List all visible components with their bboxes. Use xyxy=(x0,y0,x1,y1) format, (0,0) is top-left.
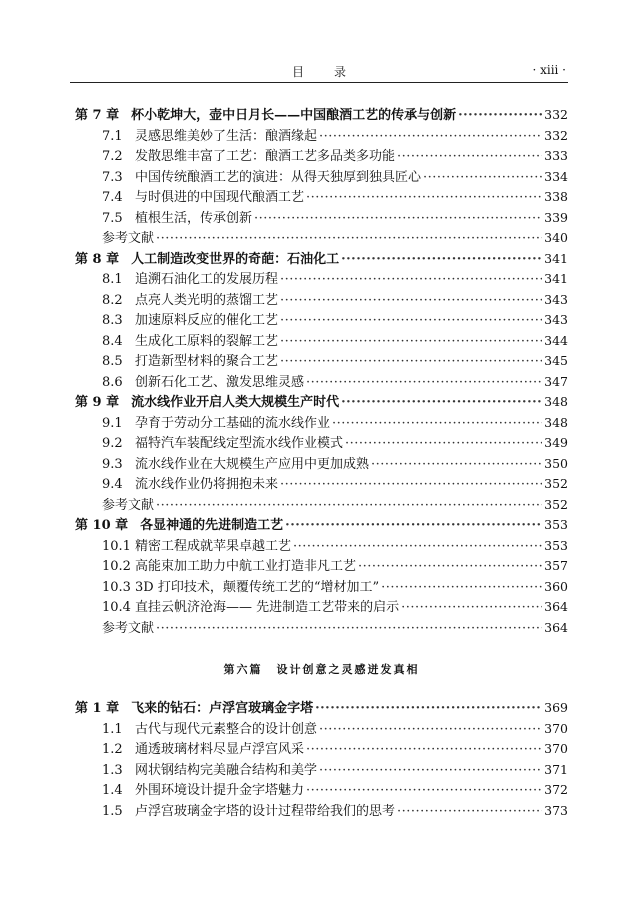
toc-chapter-entry[interactable] xyxy=(75,392,568,413)
toc-entry-label xyxy=(102,352,278,373)
toc-entry-title: 加速原料反应的催化工艺 xyxy=(135,313,279,328)
toc-entry-page: 353 xyxy=(544,537,568,553)
toc-entry-label xyxy=(102,740,304,761)
toc-entry-page: 353 xyxy=(544,517,568,532)
toc-entry-page: 343 xyxy=(544,291,568,307)
toc-entry-page: 349 xyxy=(544,435,568,450)
toc-entry-number: 1.4 xyxy=(102,783,123,798)
toc-entry-number: 7.3 xyxy=(102,169,123,185)
part-heading xyxy=(75,660,568,680)
toc-entry-number: 1.5 xyxy=(102,803,123,819)
toc-chapter-entry[interactable] xyxy=(75,105,568,126)
toc-entry-title: 直挂云帆济沧海—— 先进制造工艺带来的启示 xyxy=(135,600,400,615)
toc-entry-number: 10.1 xyxy=(102,538,131,554)
part-number: 第六篇 xyxy=(223,663,263,676)
toc-section-entry[interactable] xyxy=(75,536,568,557)
toc-entry-number: 7.4 xyxy=(102,190,123,205)
toc-entry-title: 点亮人类光明的蒸馏工艺 xyxy=(135,292,279,308)
toc-entry-page: 372 xyxy=(544,782,568,797)
toc-entry-label xyxy=(75,393,339,414)
toc-entry-page: 370 xyxy=(544,720,568,736)
toc-block-part-six xyxy=(75,698,568,821)
toc-entry-title: 追溯石油化工的发展历程 xyxy=(135,272,279,287)
toc-chapter-entry[interactable] xyxy=(75,515,568,536)
toc-entry-label xyxy=(75,699,313,720)
toc-entry-page: 348 xyxy=(544,394,568,409)
toc-entry-page: 371 xyxy=(544,761,568,777)
part-title: 设计创意之灵感迸发真相 xyxy=(276,663,420,676)
toc-section-entry[interactable] xyxy=(75,167,568,188)
dot-leader xyxy=(280,475,542,496)
toc-entry-label xyxy=(102,720,317,741)
toc-section-entry[interactable] xyxy=(75,719,568,740)
toc-entry-label xyxy=(102,802,395,823)
toc-chapter-entry[interactable] xyxy=(75,249,568,270)
header-title: 目录 xyxy=(291,65,376,79)
dot-leader xyxy=(319,720,542,741)
toc-entry-number: 9.2 xyxy=(102,436,123,451)
toc-entry-title: 与时俱进的中国现代酿酒工艺 xyxy=(135,190,305,205)
toc-entry-page: 369 xyxy=(544,700,568,715)
dot-leader xyxy=(306,740,542,761)
dot-leader xyxy=(293,537,542,558)
toc-entry-title: 植根生活，传承创新 xyxy=(135,210,253,226)
toc-entry-title: 网状钢结构完美融合结构和美学 xyxy=(135,762,318,778)
toc-entry-number: 第 1 章 xyxy=(75,701,120,716)
toc-entry-label xyxy=(102,578,379,599)
dot-leader xyxy=(332,414,542,435)
dot-leader xyxy=(156,496,542,517)
toc-entry-number: 第 7 章 xyxy=(75,108,120,123)
dot-leader xyxy=(319,761,542,782)
toc-entry-page: 348 xyxy=(544,414,568,430)
toc-entry-page: 370 xyxy=(544,741,568,756)
toc-entry-title: 古代与现代元素整合的设计创意 xyxy=(135,721,318,737)
toc-entry-number: 9.3 xyxy=(102,456,123,472)
toc-section-entry[interactable] xyxy=(75,126,568,147)
toc-entry-page: 341 xyxy=(544,271,568,286)
dot-leader xyxy=(315,699,542,720)
dot-leader xyxy=(341,250,542,271)
toc-entry-title: 通透玻璃材料尽显卢浮宫风采 xyxy=(135,742,305,757)
toc-section-entry[interactable] xyxy=(75,780,568,801)
toc-entry-number: 8.2 xyxy=(102,292,123,308)
running-header xyxy=(70,60,568,83)
toc-entry-number: 8.6 xyxy=(102,374,123,390)
toc-entry-label xyxy=(102,414,330,435)
dot-leader xyxy=(458,106,542,127)
toc-entry-label xyxy=(102,168,421,189)
toc-entry-label xyxy=(75,106,456,127)
toc-entry-label xyxy=(102,557,356,578)
toc-section-entry[interactable] xyxy=(75,474,568,495)
dot-leader xyxy=(397,802,542,823)
dot-leader xyxy=(397,147,542,168)
toc-entry-label xyxy=(102,496,154,517)
toc-entry-page: 333 xyxy=(544,148,568,163)
toc-entry-title: 生成化工原料的裂解工艺 xyxy=(135,333,279,349)
toc-entry-page: 352 xyxy=(544,496,568,512)
toc-section-entry[interactable] xyxy=(75,413,568,434)
toc-entry-page: 332 xyxy=(544,127,568,143)
toc-entry-number: 第 8 章 xyxy=(75,251,120,267)
toc-section-entry[interactable] xyxy=(75,331,568,352)
toc-entry-label xyxy=(102,373,304,394)
toc-entry-number: 1.2 xyxy=(102,742,123,757)
toc-entry-page: 334 xyxy=(544,168,568,184)
dot-leader xyxy=(306,188,542,209)
dot-leader xyxy=(341,393,542,414)
toc-entry-title: 参考文献 xyxy=(102,620,155,636)
toc-section-entry[interactable] xyxy=(75,208,568,229)
toc-entry-title: 创新石化工艺、激发思维灵感 xyxy=(135,374,305,390)
toc-chapter-entry[interactable] xyxy=(75,698,568,719)
toc-entry-title: 人工制造改变世界的奇葩：石油化工 xyxy=(131,251,340,267)
toc-entry-label xyxy=(102,209,252,230)
dot-leader xyxy=(280,291,542,312)
toc-entry-page: 344 xyxy=(544,332,568,348)
toc-entry-page: 345 xyxy=(544,353,568,368)
toc-entry-label xyxy=(102,332,278,353)
toc-entry-number: 8.5 xyxy=(102,354,123,369)
toc-entry-number: 9.4 xyxy=(102,477,123,492)
toc-references-entry[interactable] xyxy=(75,618,568,639)
toc-entry-number: 9.1 xyxy=(102,415,123,431)
toc-section-entry[interactable] xyxy=(75,577,568,598)
toc-section-entry[interactable] xyxy=(75,310,568,331)
toc-entry-label xyxy=(102,434,343,455)
dot-leader xyxy=(306,781,542,802)
toc-entry-label xyxy=(102,598,399,619)
toc-entry-title: 打造新型材料的聚合工艺 xyxy=(135,354,279,369)
toc-entry-page: 341 xyxy=(544,250,568,266)
toc-section-entry[interactable] xyxy=(75,146,568,167)
toc-entry-label xyxy=(102,455,369,476)
toc-entry-title: 福特汽车装配线定型流水线作业模式 xyxy=(135,436,344,451)
toc-section-entry[interactable] xyxy=(75,187,568,208)
toc-entry-number: 10.3 xyxy=(102,579,131,595)
toc-entry-title: 参考文献 xyxy=(102,497,155,513)
dot-leader xyxy=(423,168,542,189)
toc-entry-number: 8.3 xyxy=(102,313,123,328)
toc-references-entry[interactable] xyxy=(75,495,568,516)
dot-leader xyxy=(345,434,542,455)
dot-leader xyxy=(371,455,542,476)
toc-entry-label xyxy=(75,516,283,537)
toc-references-entry[interactable] xyxy=(75,228,568,249)
toc-section-entry[interactable] xyxy=(75,433,568,454)
toc-entry-number: 7.5 xyxy=(102,210,123,226)
toc-entry-number: 1.1 xyxy=(102,721,123,737)
toc-entry-page: 373 xyxy=(544,802,568,818)
toc-entry-title: 各显神通的先进制造工艺 xyxy=(140,518,284,533)
toc-section-entry[interactable] xyxy=(75,269,568,290)
toc-entry-page: 340 xyxy=(544,230,568,245)
toc-block-part-five xyxy=(75,105,568,638)
toc-entry-label xyxy=(102,761,317,782)
table-of-contents xyxy=(75,105,568,821)
header-page-number: · xiii · xyxy=(532,63,566,77)
toc-entry-number: 8.4 xyxy=(102,333,123,349)
dot-leader xyxy=(306,373,542,394)
toc-entry-number: 7.1 xyxy=(102,128,123,144)
toc-entry-label xyxy=(102,537,291,558)
toc-entry-number: 第 9 章 xyxy=(75,395,120,410)
toc-entry-label xyxy=(102,781,304,802)
toc-entry-label xyxy=(102,475,278,496)
toc-entry-page: 343 xyxy=(544,312,568,327)
toc-entry-title: 外围环境设计提升金字塔魅力 xyxy=(135,783,305,798)
dot-leader xyxy=(381,578,542,599)
toc-entry-page: 347 xyxy=(544,373,568,389)
toc-entry-page: 364 xyxy=(544,599,568,614)
toc-entry-label xyxy=(75,250,339,271)
toc-entry-page: 360 xyxy=(544,578,568,594)
toc-section-entry[interactable] xyxy=(75,454,568,475)
toc-entry-label xyxy=(102,311,278,332)
dot-leader xyxy=(280,332,542,353)
toc-entry-number: 8.1 xyxy=(102,272,123,287)
toc-entry-title: 发散思维丰富了工艺：酿酒工艺多品类多功能 xyxy=(135,149,396,164)
toc-entry-title: 飞来的钻石：卢浮宫玻璃金字塔 xyxy=(131,701,314,716)
toc-section-entry[interactable] xyxy=(75,739,568,760)
toc-entry-page: 352 xyxy=(544,476,568,491)
toc-section-entry[interactable] xyxy=(75,556,568,577)
toc-entry-title: 3D 打印技术，颠覆传统工艺的“增材加工” xyxy=(135,579,380,595)
dot-leader xyxy=(319,127,542,148)
toc-entry-label xyxy=(102,127,317,148)
toc-entry-label xyxy=(102,291,278,312)
toc-entry-page: 364 xyxy=(544,619,568,635)
dot-leader xyxy=(401,598,542,619)
toc-entry-title: 精密工程成就苹果卓越工艺 xyxy=(135,538,292,554)
toc-section-entry[interactable] xyxy=(75,760,568,781)
toc-section-entry[interactable] xyxy=(75,372,568,393)
toc-entry-number: 10.4 xyxy=(102,600,131,615)
toc-entry-number: 1.3 xyxy=(102,762,123,778)
toc-entry-page: 339 xyxy=(544,209,568,225)
toc-entry-title: 流水线作业仍将拥抱未来 xyxy=(135,477,279,492)
toc-section-entry[interactable] xyxy=(75,351,568,372)
toc-entry-title: 中国传统酿酒工艺的演进：从得天独厚到独具匠心 xyxy=(135,169,422,185)
toc-entry-label xyxy=(102,270,278,291)
dot-leader xyxy=(285,516,542,537)
toc-entry-title: 流水线作业开启人类大规模生产时代 xyxy=(131,395,340,410)
toc-entry-label xyxy=(102,188,304,209)
toc-entry-title: 孕育于劳动分工基础的流水线作业 xyxy=(135,415,331,431)
toc-entry-label xyxy=(102,147,395,168)
toc-entry-number: 10.2 xyxy=(102,559,131,574)
toc-entry-page: 357 xyxy=(544,558,568,573)
toc-entry-page: 338 xyxy=(544,189,568,204)
toc-section-entry[interactable] xyxy=(75,290,568,311)
toc-entry-number: 7.2 xyxy=(102,149,123,164)
toc-entry-title: 卢浮宫玻璃金字塔的设计过程带给我们的思考 xyxy=(135,803,396,819)
dot-leader xyxy=(280,311,542,332)
dot-leader xyxy=(254,209,542,230)
toc-entry-title: 灵感思维美妙了生活：酿酒缘起 xyxy=(135,128,318,144)
toc-section-entry[interactable] xyxy=(75,801,568,822)
toc-entry-page: 332 xyxy=(544,107,568,122)
dot-leader xyxy=(156,619,542,640)
dot-leader xyxy=(280,270,542,291)
toc-section-entry[interactable] xyxy=(75,597,568,618)
toc-entry-title: 高能束加工助力中航工业打造非凡工艺 xyxy=(135,559,357,574)
dot-leader xyxy=(280,352,542,373)
toc-entry-title: 参考文献 xyxy=(102,231,155,246)
toc-entry-title: 杯小乾坤大，壶中日月长——中国酿酒工艺的传承与创新 xyxy=(131,108,457,123)
dot-leader xyxy=(156,229,542,250)
toc-entry-label xyxy=(102,619,154,640)
toc-entry-title: 流水线作业在大规模生产应用中更加成熟 xyxy=(135,456,370,472)
dot-leader xyxy=(358,557,542,578)
toc-entry-label xyxy=(102,229,154,250)
toc-entry-page: 350 xyxy=(544,455,568,471)
toc-entry-number: 第 10 章 xyxy=(75,518,129,533)
